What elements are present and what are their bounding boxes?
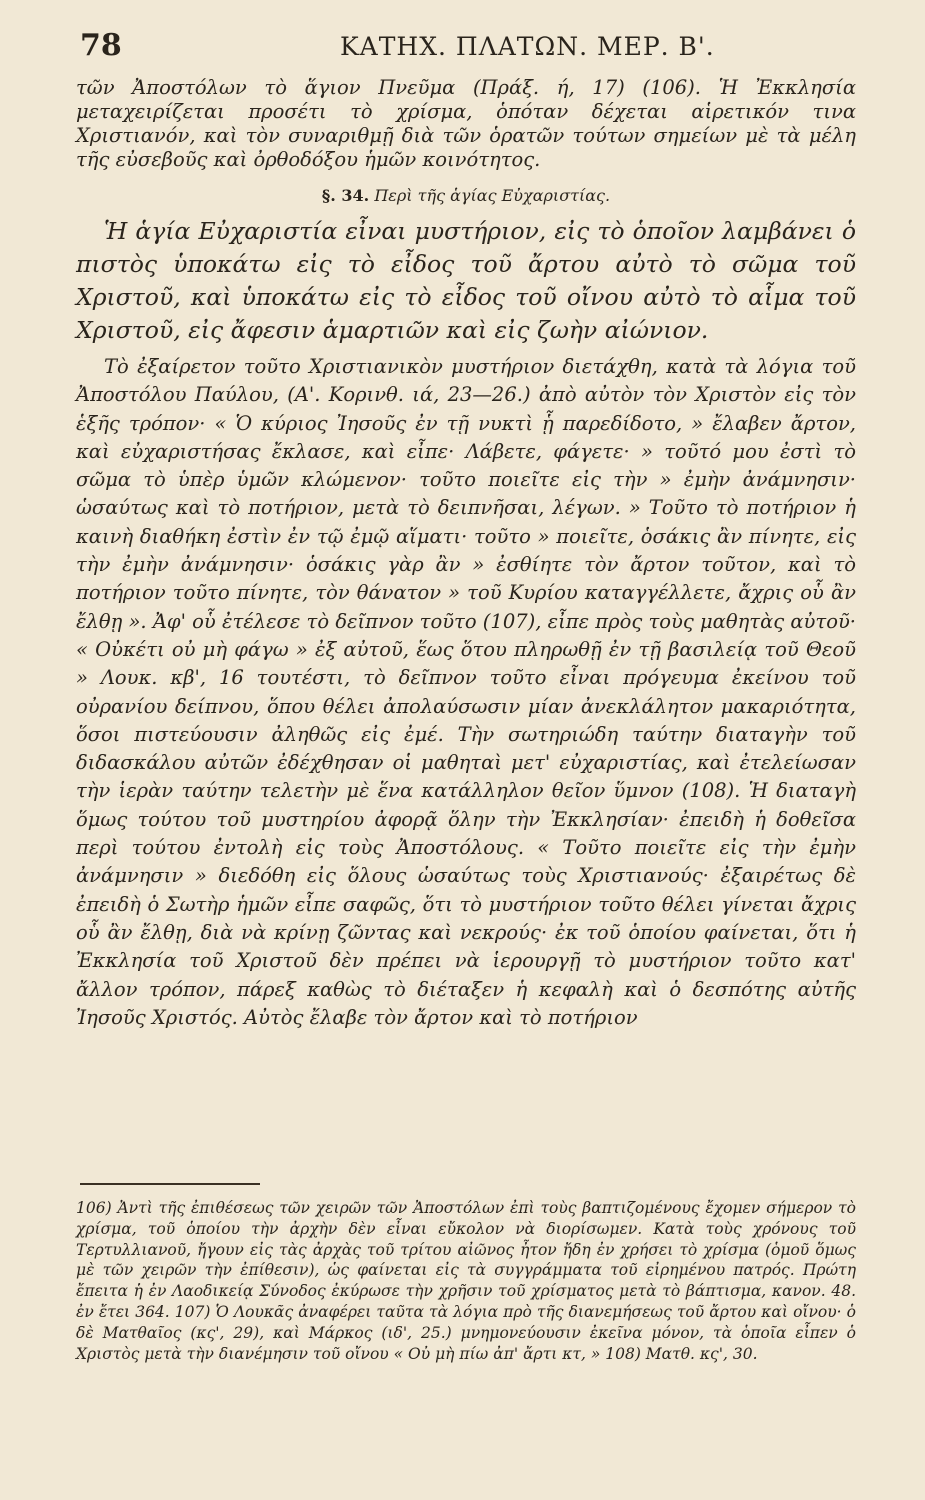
intro-paragraph: τῶν Ἀποστόλων τὸ ἅγιον Πνεῦμα (Πράξ. ή, 17) (106). Ἡ Ἐκκλησία μεταχειρίζεται προσέτι τὸ χρίσμα, ὁπόταν δέχεται αἱρετικόν τινα Χριστιανόν, καὶ τὸν συναριθμῇ διὰ τῶν ὁρατῶν τούτων σημείων μὲ τὰ μέλη τῆς εὐσεβοῦς καὶ ὀρθοδόξου ἡμῶν κοινότητος. — [76, 76, 856, 171]
page-number: 78 — [80, 28, 122, 63]
page-header — [0, 28, 925, 68]
page-body — [76, 76, 856, 1032]
section-heading — [76, 186, 856, 205]
definition-paragraph: Ἡ ἁγία Εὐχαριστία εἶναι μυστήριον, εἰς τὸ ὁποῖον λαμβάνει ὁ πιστὸς ὑποκάτω εἰς τὸ εἶδος τοῦ ἄρτου αὐτὸ τὸ σῶμα τοῦ Χριστοῦ, καὶ ὑποκάτω εἰς τὸ εἶδος τοῦ οἴνου αὐτὸ τὸ αἷμα τοῦ Χριστοῦ, εἰς ἄφεσιν ἁμαρτιῶν καὶ εἰς ζωὴν αἰώνιον. — [76, 217, 856, 344]
running-head: ΚΑΤΗΧ. ΠΛΑΤΩΝ. ΜΕΡ. Β'. — [340, 32, 715, 61]
footnotes: 106) Ἀντὶ τῆς ἐπιθέσεως τῶν χειρῶν τῶν Ἀποστόλων ἐπὶ τοὺς βαπτιζομένους ἔχομεν σήμερον τὸ χρίσμα, τοῦ ὁποίου τὴν ἀρχὴν δὲν εἶναι εὔκολον νὰ διορίσωμεν. Κατὰ τοὺς χρόνους τοῦ Τερτυλλιανοῦ, ἤγουν εἰς τὰς ἀρχὰς τοῦ τρίτου αἰῶνος ἦτον ἤδη ἐν χρήσει τὸ χρίσμα (ὁμοῦ ὅμως μὲ τῶν χειρῶν τὴν ἐπίθεσιν), ὡς φαίνεται εἰς τὰ συγγράμματα τοῦ εἰρημένου πατρός. Πρώτη ἔπειτα ἡ ἐν Λαοδικείᾳ Σύνοδος ἐκύρωσε τὴν χρῆσιν τοῦ χρίσματος μετὰ τὸ βάπτισμα, κανον. 48. ἐν ἔτει 364. 107) Ὁ Λουκᾶς ἀναφέρει ταῦτα τὰ λόγια πρὸ τῆς διανεμήσεως τοῦ ἄρτου καὶ οἴνου· ὁ δὲ Ματθαῖος (κς', 29), καὶ Μάρκος (ιδ', 25.) μνημονεύουσιν ἐκεῖνα μόνον, τὰ ὁποῖα εἶπεν ὁ Χριστὸς μετὰ τὴν διανέμησιν τοῦ οἴνου « Οὐ μὴ πίω ἀπ' ἄρτι κτ, » 108) Ματθ. κς', 30. — [76, 1199, 856, 1363]
section-title: Περὶ τῆς ἁγίας Εὐχαριστίας. — [374, 186, 611, 205]
footnote-rule — [80, 1183, 260, 1185]
section-number: §. 34. — [321, 186, 370, 205]
main-paragraph: Τὸ ἐξαίρετον τοῦτο Χριστιανικὸν μυστήριον διετάχθη, κατὰ τὰ λόγια τοῦ Ἀποστόλου Παύλου, (Α'. Κορινθ. ιά, 23—26.) ἀπὸ αὐτὸν τὸν Χριστὸν εἰς τὸν ἑξῆς τρόπον· « Ὁ κύριος Ἰησοῦς ἐν τῇ νυκτὶ ᾗ παρεδίδοτο, » ἔλαβεν ἄρτον, καὶ εὐχαριστήσας ἔκλασε, καὶ εἶπε· Λάβετε, φάγετε· » τοῦτό μου ἐστὶ τὸ σῶμα τὸ ὑπὲρ ὑμῶν κλώμενον· τοῦτο ποιεῖτε εἰς τὴν » ἐμὴν ἀνάμνησιν· ὡσαύτως καὶ τὸ ποτήριον, μετὰ τὸ δειπνῆσαι, λέγων. » Τοῦτο τὸ ποτήριον ἡ καινὴ διαθήκη ἐστὶν ἐν τῷ ἐμῷ αἵματι· τοῦτο » ποιεῖτε, ὁσάκις ἂν πίνητε, εἰς τὴν ἐμὴν ἀνάμνησιν· ὁσάκις γὰρ ἂν » ἐσθίητε τὸν ἄρτον τοῦτον, καὶ τὸ ποτήριον τοῦτο πίνητε, τὸν θάνατον » τοῦ Κυρίου καταγγέλλετε, ἄχρις οὗ ἂν ἔλθῃ ». Ἀφ' οὗ ἐτέλεσε τὸ δεῖπνον τοῦτο (107), εἶπε πρὸς τοὺς μαθητὰς αὐτοῦ· « Οὐκέτι οὐ μὴ φάγω » ἐξ αὐτοῦ, ἕως ὅτου πληρωθῇ ἐν τῇ βασιλείᾳ τοῦ Θεοῦ » Λουκ. κβ', 16 τουτέστι, τὸ δεῖπνον τοῦτο εἶναι πρόγευμα ἐκείνου τοῦ οὐρανίου δείπνου, ὅπου θέλει ἀπολαύσωσιν μίαν ἀνεκλάλητον μακαριότητα, ὅσοι πιστεύουσιν ἀληθῶς εἰς ἐμέ. Τὴν σωτηριώδη ταύτην διαταγὴν τοῦ διδασκάλου αὐτῶν ἐδέχθησαν οἱ μαθηταὶ μετ' εὐχαριστίας, καὶ ἐτελείωσαν τὴν ἱερὰν ταύτην τελετὴν μὲ ἕνα κατάλληλον θεῖον ὕμνον (108). Ἡ διαταγὴ ὅμως τούτου τοῦ μυστηρίου ἀφορᾷ ὅλην τὴν Ἐκκλησίαν· ἐπειδὴ ἡ δοθεῖσα περὶ τούτου ἐντολὴ εἰς τοὺς Ἀποστόλους. « Τοῦτο ποιεῖτε εἰς τὴν ἐμὴν ἀνάμνησιν » διεδόθη εἰς ὅλους ὡσαύτως τοὺς Χριστιανούς· ἐξαιρέτως δὲ ἐπειδὴ ὁ Σωτὴρ ἡμῶν εἶπε σαφῶς, ὅτι τὸ μυστήριον τοῦτο θέλει γίνεται ἄχρις οὗ ἂν ἔλθῃ, διὰ νὰ κρίνῃ ζῶντας καὶ νεκρούς· ἐκ τοῦ ὁποίου φαίνεται, ὅτι ἡ Ἐκκλησία τοῦ Χριστοῦ δὲν πρέπει νὰ ἱερουργῇ τὸ μυστήριον τοῦτο κατ' ἄλλον τρόπον, πάρεξ καθὼς τὸ διέταξεν ἡ κεφαλὴ καὶ ὁ δεσπότης αὐτῆς Ἰησοῦς Χριστός. Αὐτὸς ἔλαβε τὸν ἄρτον καὶ τὸ ποτήριον — [76, 355, 856, 1029]
